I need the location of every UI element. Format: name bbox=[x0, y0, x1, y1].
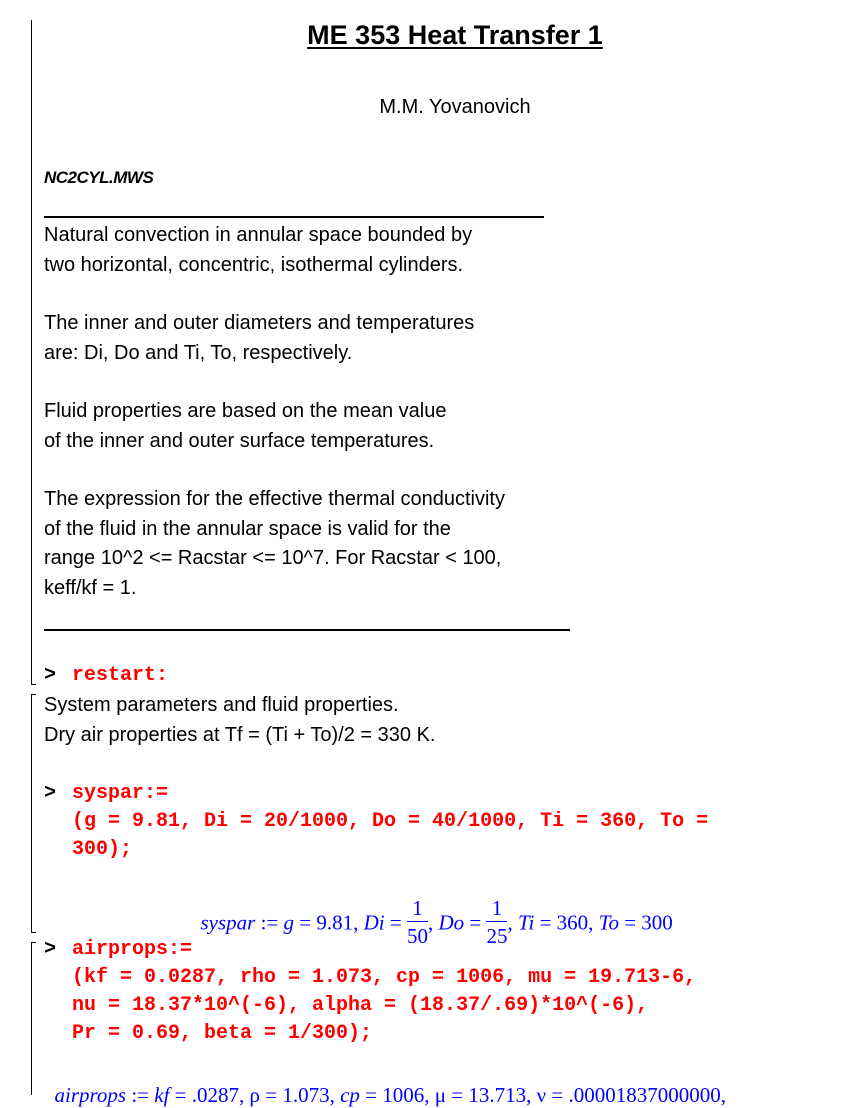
fraction-di bbox=[407, 895, 428, 950]
value-g: = 9.81, bbox=[294, 910, 364, 935]
output-var-syspar: syspar bbox=[200, 910, 256, 935]
fraction-do bbox=[486, 895, 507, 950]
value-ti: = 360, bbox=[534, 910, 599, 935]
input-prompt: > bbox=[44, 938, 57, 961]
value-mu: μ = 13.713, bbox=[434, 1083, 537, 1107]
var-cp: cp bbox=[340, 1083, 360, 1107]
var-to: To bbox=[598, 910, 619, 935]
intro-paragraph: Natural convection in annular space bounded by two horizontal, concentric, isothermal cylinders. bbox=[44, 224, 473, 276]
value-cp: = 1006, bbox=[359, 1083, 435, 1107]
section-bracket-main-end bbox=[31, 684, 36, 685]
eq-di: = bbox=[384, 910, 407, 935]
numerator: 1 bbox=[407, 895, 428, 922]
output-var-airprops: airprops bbox=[54, 1083, 127, 1107]
section-bracket-airprops-start bbox=[31, 942, 36, 943]
assign-op: := bbox=[255, 910, 284, 935]
syspar-output bbox=[190, 872, 673, 952]
assign-op: := bbox=[126, 1083, 155, 1107]
intro-paragraph: The expression for the effective thermal conductivity of the fluid in the annular space is valid for the range 10^2 <= Racstar <= 10^7. For Racstar < 100, keff/kf = 1. bbox=[44, 488, 505, 599]
eq-do: = bbox=[464, 910, 487, 935]
var-ti: Ti bbox=[517, 910, 535, 935]
input-prompt: > bbox=[44, 782, 57, 805]
divider-top bbox=[44, 216, 544, 218]
intro-paragraph: Fluid properties are based on the mean value of the inner and outer surface temperatures. bbox=[44, 400, 447, 452]
var-g: g bbox=[283, 910, 295, 935]
var-di: Di bbox=[363, 910, 385, 935]
airprops-output bbox=[44, 1058, 726, 1108]
value-rho: ρ = 1.073, bbox=[249, 1083, 341, 1107]
section-bracket-syspar-end bbox=[31, 932, 36, 933]
document-author: M.M. Yovanovich bbox=[379, 96, 531, 118]
denominator: 25 bbox=[486, 924, 508, 948]
value-to: = 300 bbox=[618, 910, 673, 935]
intro-paragraph: The inner and outer diameters and temperatures are: Di, Do and Ti, To, respectively. bbox=[44, 312, 475, 364]
numerator: 1 bbox=[486, 895, 507, 922]
var-kf: kf bbox=[154, 1083, 170, 1107]
section-description: System parameters and fluid properties. Dry air properties at Tf = (Ti + To)/2 = 330 K. bbox=[44, 694, 436, 746]
var-do: Do bbox=[438, 910, 465, 935]
section-bracket-airprops bbox=[31, 942, 32, 1095]
worksheet-filename: NC2CYL.MWS bbox=[44, 168, 154, 187]
document-title: ME 353 Heat Transfer 1 bbox=[307, 20, 603, 50]
divider-bottom bbox=[44, 629, 570, 631]
airprops-input-line2[interactable]: (kf = 0.0287, rho = 1.073, cp = 1006, mu = 19.713-6, nu = 18.37*10^(-6), alpha = (18.37/.69)*10^(-6), Pr = 0.69, beta = 1/300); bbox=[72, 966, 697, 1045]
syspar-input-line1[interactable]: syspar:= bbox=[72, 782, 169, 805]
section-bracket-main bbox=[31, 20, 32, 684]
value-nu: ν = .00001837000000, bbox=[536, 1083, 726, 1107]
value-kf: = .0287, bbox=[169, 1083, 250, 1107]
restart-command[interactable]: restart: bbox=[72, 664, 169, 687]
input-prompt: > bbox=[44, 664, 57, 687]
separator: , bbox=[507, 910, 518, 935]
separator: , bbox=[427, 910, 439, 935]
airprops-input-line1[interactable]: airprops:= bbox=[72, 938, 193, 961]
syspar-input-line2[interactable]: (g = 9.81, Di = 20/1000, Do = 40/1000, Ti = 360, To = 300); bbox=[72, 810, 709, 861]
section-bracket-syspar-start bbox=[31, 694, 36, 695]
section-bracket-syspar bbox=[31, 694, 32, 932]
denominator: 50 bbox=[406, 924, 428, 948]
